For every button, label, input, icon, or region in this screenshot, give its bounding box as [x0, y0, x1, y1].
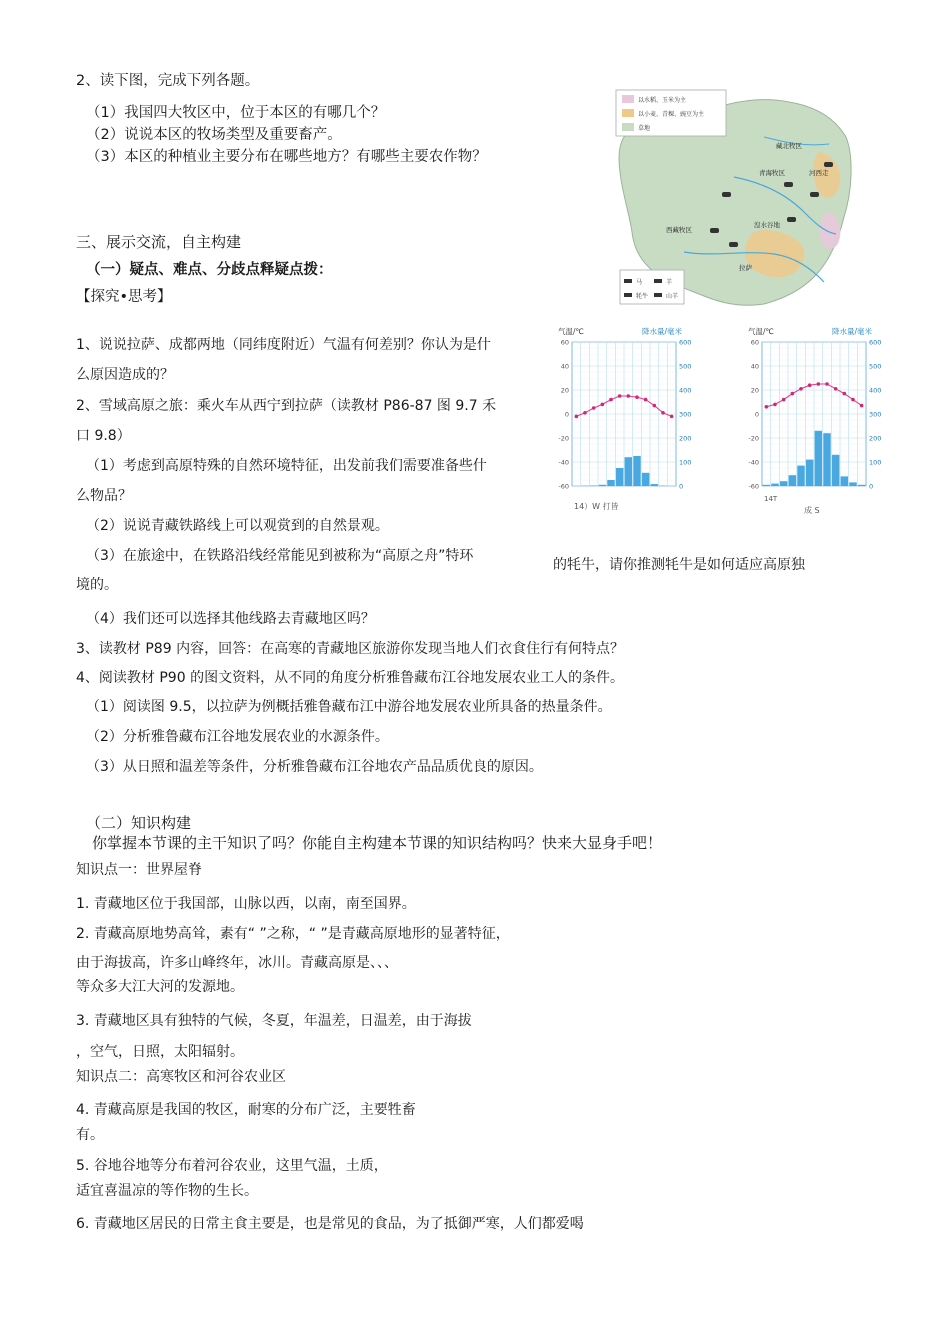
- knowledge-heading: （二）知识构建: [86, 814, 192, 832]
- chart-right-tick-label: 0: [679, 482, 684, 491]
- chart-temp-point: [618, 394, 622, 398]
- knowledge-point-1: 知识点一：世界屋脊: [76, 862, 202, 878]
- chart-temp-point: [765, 405, 769, 409]
- explore-q4-1: （1）阅读图 9.5，以拉萨为例概括雅鲁藏布江中游谷地发展农业所具备的热量条件。: [86, 699, 612, 715]
- chart-precip-bar: [832, 455, 839, 486]
- chart-precip-bar: [815, 431, 822, 486]
- chart-temp-point: [834, 387, 838, 391]
- subsection-heading: （一）疑点、难点、分歧点释疑点拨：: [86, 262, 333, 278]
- knowledge-item-2-line1: 2. 青藏高原地势高耸，素有“ ”之称，“ ”是青藏高原地形的显著特征，: [76, 926, 510, 942]
- chart-temp-point: [653, 404, 657, 408]
- chart-precip-bar: [633, 456, 640, 486]
- explore-q2-3-line2: 境的。: [76, 577, 118, 593]
- chart-left-axis-title: 气温/℃: [558, 327, 584, 336]
- chart-temp-point: [601, 403, 605, 407]
- chart-right-axis-title: 降水量/毫米: [642, 327, 683, 336]
- chart-left-tick-label: 20: [750, 386, 759, 395]
- explore-q2-3-line1: （3）在旅途中，在铁路沿线经常能见到被称为“高原之舟”特环: [86, 548, 474, 564]
- chart-temp-point: [773, 403, 777, 407]
- chart-right-tick-label: 600: [679, 338, 692, 347]
- qinghai-tibet-map: [614, 82, 860, 312]
- knowledge-item-4-line2: 有。: [76, 1127, 104, 1143]
- chart-precip-bar: [797, 466, 804, 486]
- chart-precip-bar: [789, 475, 796, 486]
- chart-temp-point: [661, 411, 665, 415]
- map-place-label: 青海牧区: [759, 169, 785, 177]
- knowledge-item-3-line1: 3. 青藏地区具有独特的气候，冬夏，年温差，日温差，由于海拔: [76, 1013, 472, 1029]
- chart-precip-bar: [616, 468, 623, 486]
- chart-precip-bar: [841, 476, 848, 486]
- animal-legend-label: 山羊: [666, 293, 679, 300]
- explore-q2-1-line1: （1）考虑到高原特殊的自然环境特征，出发前我们需要准备些什: [86, 458, 487, 474]
- chart-precip-bar: [780, 481, 787, 486]
- map-place-label: 河西走: [809, 169, 829, 177]
- chart-right-axis-title: 降水量/毫米: [832, 327, 873, 336]
- chart-caption: 成 S: [804, 506, 820, 515]
- chart-temp-point: [791, 392, 795, 396]
- chart-right-tick-label: 100: [869, 458, 882, 467]
- chart-precip-bar: [806, 460, 813, 486]
- q2-item-2: （2）说说本区的牧场类型及重要畜产。: [86, 127, 342, 143]
- explore-q2-3-tail: 的牦牛，请你推测牦牛是如何适应高原独: [553, 557, 805, 573]
- chart-left-tick-label: 40: [560, 362, 569, 371]
- chart-temp-point: [799, 387, 803, 391]
- chart-caption: 14）W 打皆: [574, 502, 619, 511]
- chart-temp-point: [843, 392, 847, 396]
- chart-left-tick-label: 60: [560, 338, 569, 347]
- knowledge-item-4-line1: 4. 青藏高原是我国的牧区，耐寒的分布广泛，主要牲畜: [76, 1102, 416, 1118]
- explore-q2-4: （4）我们还可以选择其他线路去青藏地区吗？: [86, 611, 375, 627]
- explore-q4-3: （3）从日照和温差等条件，分析雅鲁藏布江谷地农产品品质优良的原因。: [86, 759, 543, 775]
- chart-temp-point: [592, 406, 596, 410]
- explore-tag: 【探究•思考】: [76, 289, 172, 305]
- chart-precip-bar: [651, 484, 658, 486]
- chart-left-tick-label: -40: [558, 458, 569, 467]
- section-heading: 三、展示交流，自主构建: [76, 233, 242, 251]
- chart-temp-point: [627, 394, 631, 398]
- animal-legend-label: 牦牛: [636, 293, 649, 300]
- map-place-label: 藏北牧区: [776, 142, 802, 150]
- chart-left-tick-label: 0: [564, 410, 569, 419]
- explore-q2-1-line2: 么物品？: [76, 488, 132, 504]
- chart-left-tick-label: -60: [748, 482, 759, 491]
- explore-q4: 4、阅读教材 P90 的图文资料，从不同的角度分析雅鲁藏布江谷地发展农业工人的条件。: [76, 670, 625, 686]
- map-legend-label: 草地: [638, 125, 651, 132]
- chart-left-tick-label: 60: [750, 338, 759, 347]
- chart-right-tick-label: 300: [869, 410, 882, 419]
- climate-chart-lhasa: [552, 322, 702, 520]
- chart-right-tick-label: 100: [679, 458, 692, 467]
- chart-temp-point: [670, 415, 674, 419]
- knowledge-intro: 你掌握本节课的主干知识了吗？你能自主构建本节课的知识结构吗？快来大显身手吧！: [92, 834, 663, 852]
- chart-temp-point: [644, 398, 648, 402]
- explore-q4-2: （2）分析雅鲁藏布江谷地发展农业的水源条件。: [86, 729, 389, 745]
- chart-left-tick-label: 20: [560, 386, 569, 395]
- chart-temp-point: [609, 398, 613, 402]
- knowledge-item-6: 6. 青藏地区居民的日常主食主要是，也是常见的食品，为了抵御严寒，人们都爱喝: [76, 1216, 584, 1232]
- chart-precip-bar: [607, 480, 614, 486]
- chart-temp-point: [817, 382, 821, 386]
- chart-right-tick-label: 600: [869, 338, 882, 347]
- knowledge-item-5-line2: 适宜喜温凉的等作物的生长。: [76, 1183, 258, 1199]
- chart-right-tick-label: 400: [679, 386, 692, 395]
- explore-q1-line2: 么原因造成的？: [76, 367, 174, 383]
- chart-right-tick-label: 200: [869, 434, 882, 443]
- chart-right-tick-label: 500: [869, 362, 882, 371]
- knowledge-item-2-line3: 等众多大江大河的发源地。: [76, 979, 244, 995]
- chart-left-tick-label: -20: [558, 434, 569, 443]
- explore-q1-line1: 1、说说拉萨、成都两地（同纬度附近）气温有何差别？你认为是什: [76, 337, 491, 353]
- chart-temp-point: [825, 382, 829, 386]
- climate-chart-chengdu: [742, 322, 892, 520]
- chart-temp-point: [575, 415, 579, 419]
- chart-temp-point: [851, 398, 855, 402]
- knowledge-item-5-line1: 5. 谷地谷地等分布着河谷农业，这里气温，土质，: [76, 1158, 388, 1174]
- chart-left-tick-label: 40: [750, 362, 759, 371]
- chart-precip-bar: [763, 485, 770, 486]
- animal-legend-label: 羊: [666, 279, 673, 286]
- chart-precip-bar: [858, 485, 865, 486]
- knowledge-point-2: 知识点二：高寒牧区和河谷农业区: [76, 1069, 286, 1085]
- chart-precip-bar: [642, 473, 649, 486]
- q2-title: 2、读下图，完成下列各题。: [76, 73, 260, 89]
- explore-q2-line2: 口 9.8）: [76, 428, 131, 444]
- chart-left-tick-label: -60: [558, 482, 569, 491]
- q2-item-1: （1）我国四大牧区中，位于本区的有哪几个？: [86, 105, 386, 121]
- map-legend-label: 以小麦、青稞、豌豆为主: [638, 111, 705, 118]
- chart-right-tick-label: 0: [869, 482, 874, 491]
- chart-caption-left: 14T: [764, 495, 778, 503]
- explore-q2-2: （2）说说青藏铁路线上可以观赏到的自然景观。: [86, 518, 389, 534]
- map-place-label: 湟水谷地: [754, 221, 780, 229]
- chart-right-tick-label: 400: [869, 386, 882, 395]
- chart-precip-bar: [823, 433, 830, 486]
- chart-precip-bar: [771, 484, 778, 486]
- chart-precip-bar: [849, 482, 856, 486]
- explore-q2-line1: 2、雪域高原之旅：乘火车从西宁到拉萨（读教材 P86-87 图 9.7 禾: [76, 398, 497, 414]
- chart-temp-point: [782, 398, 786, 402]
- knowledge-item-2-line2: 由于海拔高，许多山峰终年，冰川。青藏高原是、、、: [76, 955, 398, 971]
- chart-left-tick-label: -20: [748, 434, 759, 443]
- knowledge-item-3-line2: ，空气，日照，太阳辐射。: [76, 1044, 244, 1060]
- chart-right-tick-label: 500: [679, 362, 692, 371]
- chart-left-axis-title: 气温/℃: [748, 327, 774, 336]
- chart-left-tick-label: -40: [748, 458, 759, 467]
- chart-temp-point: [860, 404, 864, 408]
- chart-right-tick-label: 200: [679, 434, 692, 443]
- chart-temp-point: [583, 411, 587, 415]
- chart-temp-point: [808, 383, 812, 387]
- chart-precip-bar: [625, 457, 632, 486]
- chart-right-tick-label: 300: [679, 410, 692, 419]
- animal-legend-label: 马: [636, 279, 643, 286]
- chart-precip-bar: [599, 485, 606, 486]
- map-place-label: 西藏牧区: [666, 226, 692, 234]
- chart-temp-point: [635, 395, 639, 399]
- map-place-label: 拉萨: [739, 264, 752, 272]
- q2-item-3: （3）本区的种植业主要分布在哪些地方？有哪些主要农作物？: [86, 149, 487, 165]
- chart-left-tick-label: 0: [754, 410, 759, 419]
- knowledge-item-1: 1. 青藏地区位于我国部，山脉以西，以南，南至国界。: [76, 896, 416, 912]
- explore-q3: 3、读教材 P89 内容，回答：在高寒的青藏地区旅游你发现当地人们衣食住行有何特点？: [76, 641, 625, 657]
- map-legend-label: 以水稻、玉米为主: [638, 97, 687, 104]
